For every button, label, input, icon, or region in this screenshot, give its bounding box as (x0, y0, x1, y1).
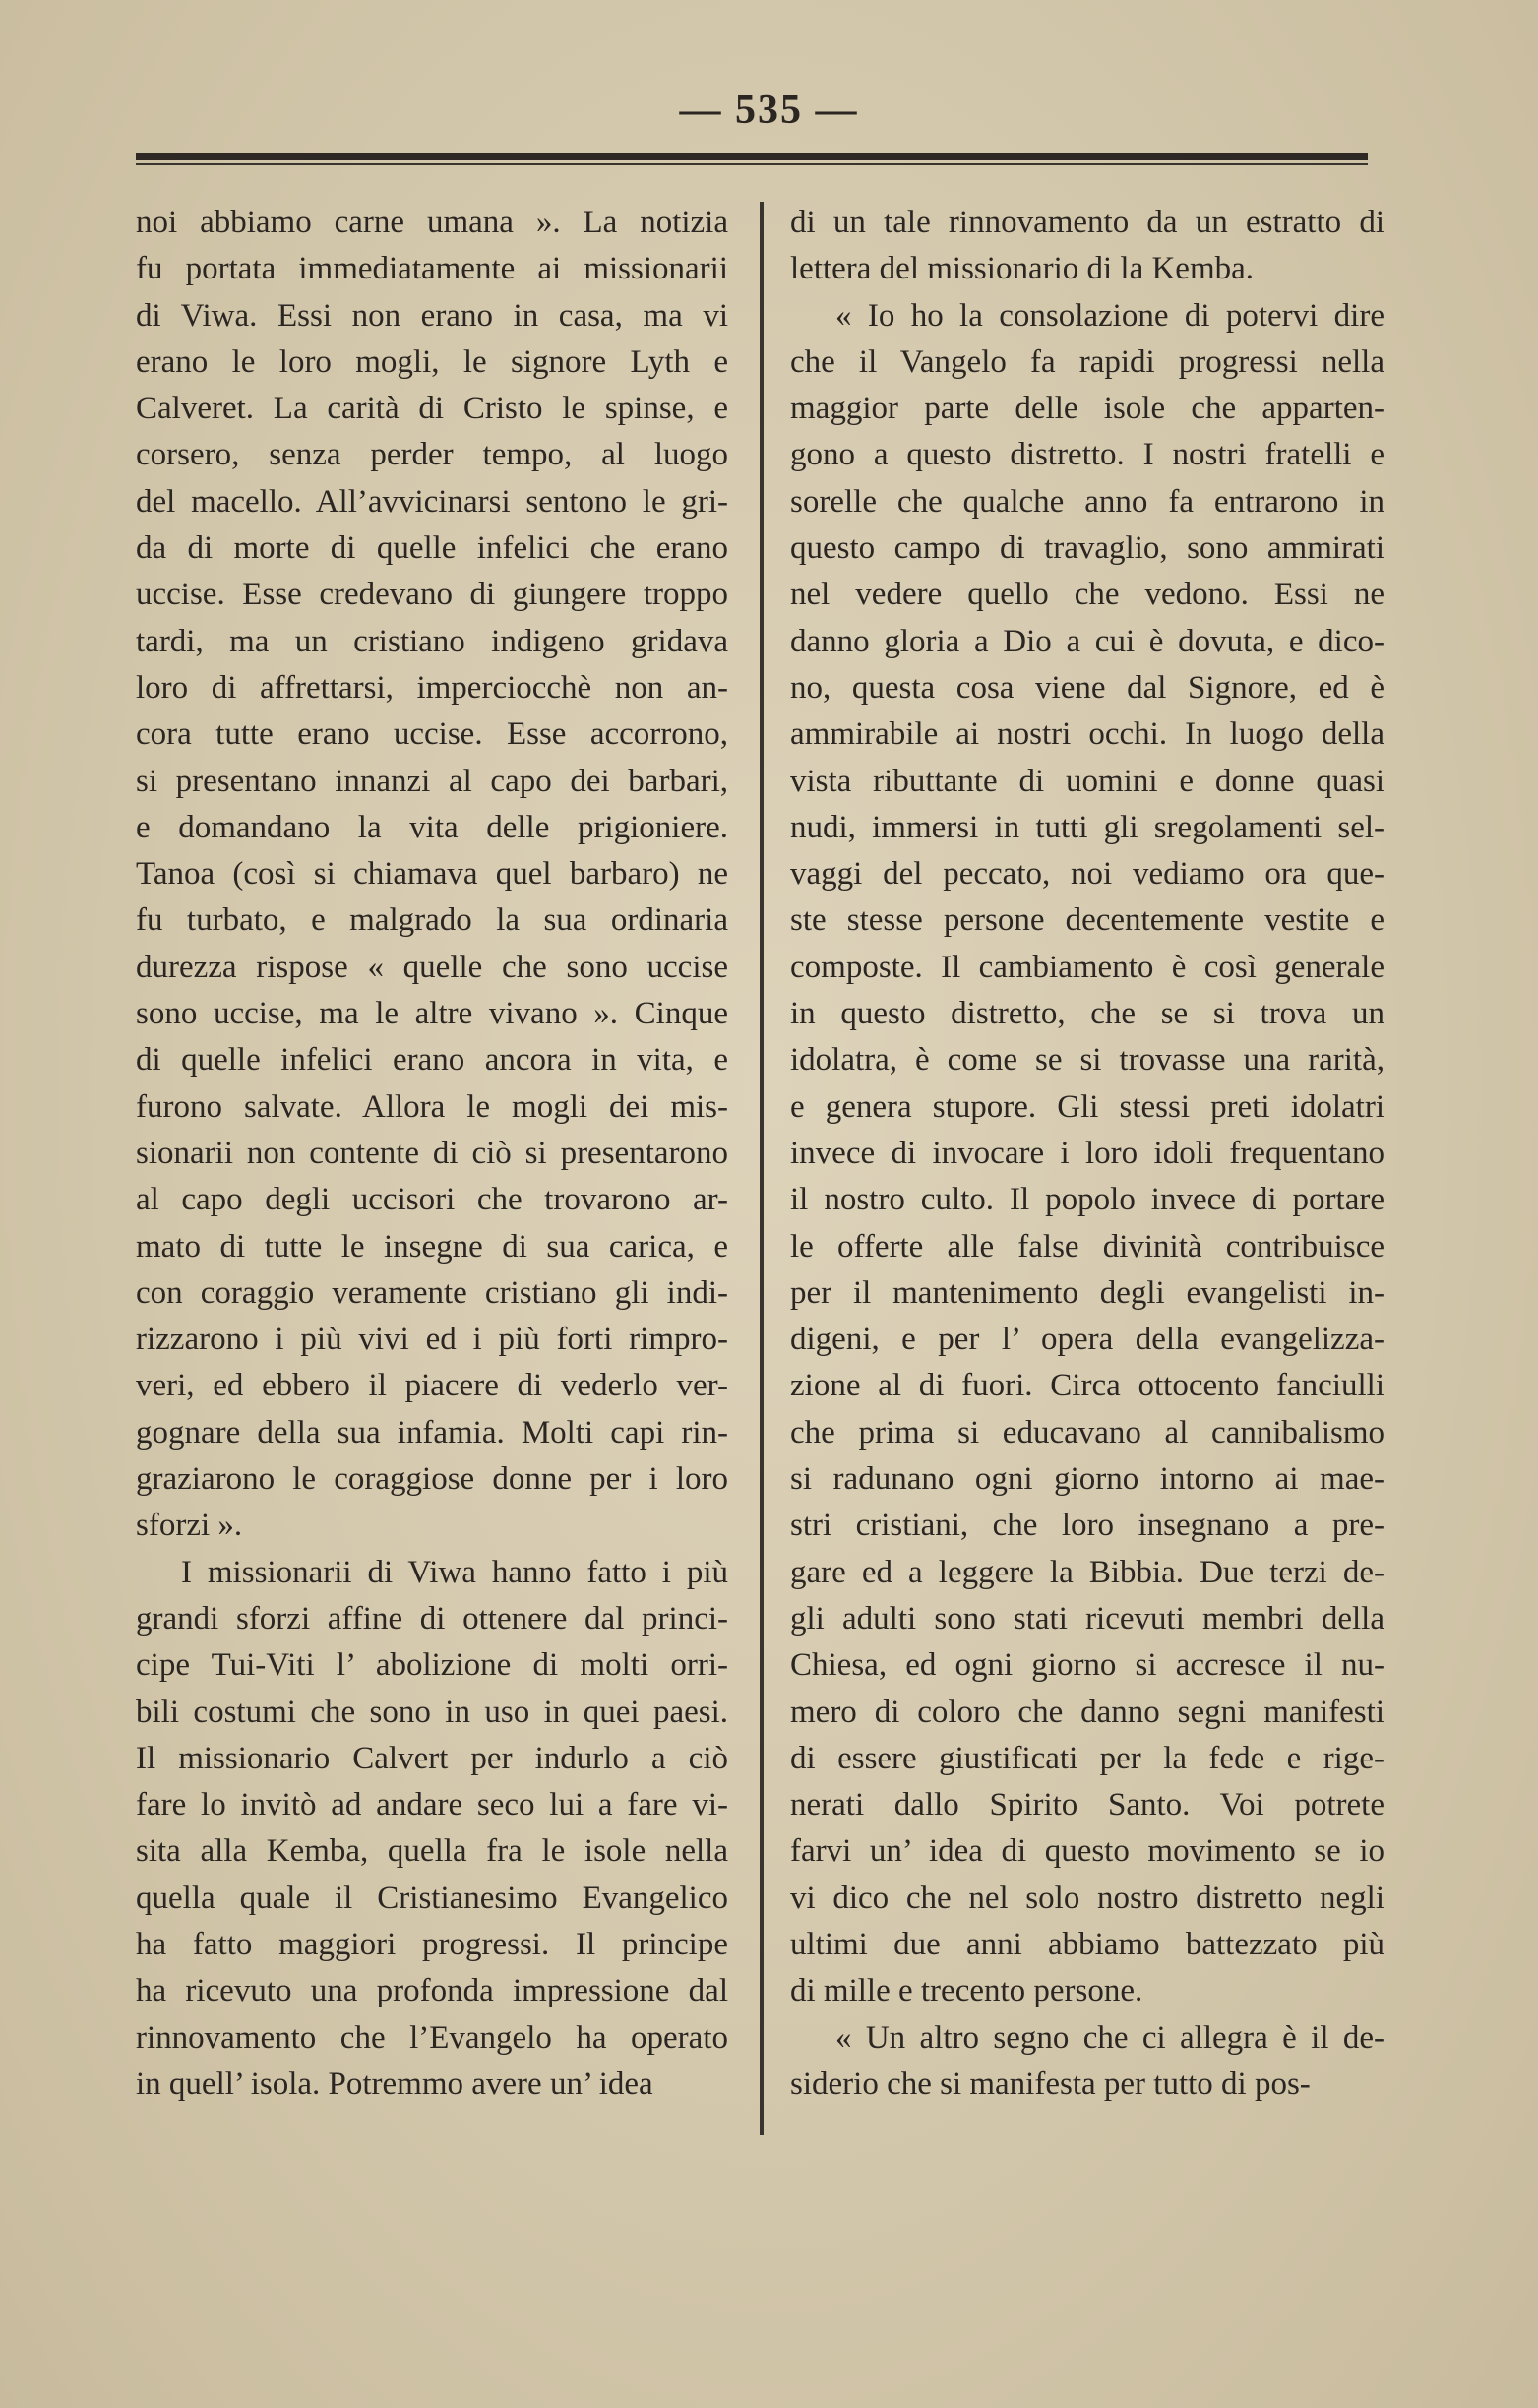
text-line: « Un altro segno che ci allegra è il de- (835, 2019, 1384, 2056)
text-line: cipe Tui-Viti l’ abolizione di molti orri- (136, 1647, 728, 1684)
text-line: ste stesse persone decentemente vestite e (790, 902, 1384, 939)
text-line: uccise. Esse credevano di giungere troppo (136, 577, 728, 613)
text-line: fare lo invitò ad andare seco lui a fare vi- (136, 1787, 728, 1823)
text-line: loro di affrettarsi, imperciocchè non an- (136, 669, 728, 706)
text-line: e genera stupore. Gli stessi preti idolatri (790, 1088, 1384, 1125)
text-line: nel vedere quello che vedono. Essi ne (790, 577, 1384, 613)
text-line: gare ed a leggere la Bibbia. Due terzi de- (790, 1554, 1384, 1590)
text-line: invece di invocare i loro idoli frequentano (790, 1135, 1384, 1171)
text-line: composte. Il cambiamento è così generale (790, 949, 1384, 985)
text-line: corsero, senza perder tempo, al luogo (136, 437, 728, 473)
text-line: al capo degli uccisori che trovarono ar- (136, 1182, 728, 1218)
text-line: noi abbiamo carne umana ». La notizia (136, 205, 728, 240)
text-line: mato di tutte le insegne di sua carica, e (136, 1228, 728, 1265)
text-line: questo campo di travaglio, sono ammirati (790, 530, 1384, 567)
text-line: in quell’ isola. Potremmo avere un’ idea (136, 2066, 653, 2102)
text-line: rinnovamento che l’Evangelo ha operato (136, 2019, 728, 2056)
text-line: fu portata immediatamente ai missionarii (136, 251, 728, 287)
text-line: lettera del missionario di la Kemba. (790, 251, 1255, 287)
text-line: che prima si educavano al cannibalismo (790, 1414, 1384, 1451)
text-line: graziarono le coraggiose donne per i loro (136, 1461, 728, 1498)
text-line: danno gloria a Dio a cui è dovuta, e dico- (790, 623, 1384, 659)
header-rule-thin (136, 163, 1368, 165)
text-line: si radunano ogni giorno intorno ai mae- (790, 1461, 1384, 1498)
text-line: sono uccise, ma le altre vivano ». Cinque (136, 996, 728, 1032)
text-line: gognare della sua infamia. Molti capi rin- (136, 1414, 728, 1451)
text-line: Calveret. La carità di Cristo le spinse, e (136, 391, 728, 427)
text-line: Il missionario Calvert per indurlo a ciò (136, 1740, 728, 1776)
text-line: gono a questo distretto. I nostri fratelli e (790, 437, 1384, 473)
text-line: no, questa cosa viene dal Signore, ed è (790, 669, 1384, 706)
text-line: digeni, e per l’ opera della evangelizza- (790, 1322, 1384, 1358)
text-line: cora tutte erano uccise. Esse accorrono, (136, 716, 728, 753)
text-line: di un tale rinnovamento da un estratto di (790, 205, 1384, 240)
text-line: di quelle infelici erano ancora in vita, e (136, 1042, 728, 1079)
text-line: in questo distretto, che se si trova un (790, 996, 1384, 1032)
column-divider (760, 202, 764, 2135)
text-line: sforzi ». (136, 1508, 243, 1544)
text-line: furono salvate. Allora le mogli dei mis- (136, 1088, 728, 1125)
text-line: vista ributtante di uomini e donne quasi (790, 763, 1384, 799)
text-line: farvi un’ idea di questo movimento se io (790, 1833, 1384, 1870)
text-line: ha fatto maggiori progressi. Il principe (136, 1926, 728, 1962)
text-line: sionarii non contente di ciò si presentarono (136, 1135, 728, 1171)
text-line: nerati dallo Spirito Santo. Voi potrete (790, 1787, 1384, 1823)
text-line: e domandano la vita delle prigioniere. (136, 809, 728, 845)
text-line: ammirabile ai nostri occhi. In luogo della (790, 716, 1384, 753)
text-line: grandi sforzi affine di ottenere dal princi- (136, 1600, 728, 1636)
text-line: Chiesa, ed ogni giorno si accresce il nu- (790, 1647, 1384, 1684)
left-column (136, 200, 728, 2108)
text-line: stri cristiani, che loro insegnano a pre- (790, 1508, 1384, 1544)
text-line: sorelle che qualche anno fa entrarono in (790, 483, 1384, 520)
text-line: di essere giustificati per la fede e rige- (790, 1740, 1384, 1776)
text-line: si presentano innanzi al capo dei barbari, (136, 763, 728, 799)
text-line: Tanoa (così si chiamava quel barbaro) ne (136, 856, 728, 893)
text-line: siderio che si manifesta per tutto di pos- (790, 2066, 1311, 2102)
text-line: erano le loro mogli, le signore Lyth e (136, 343, 728, 380)
text-line: gli adulti sono stati ricevuti membri della (790, 1600, 1384, 1636)
text-line: maggior parte delle isole che apparten- (790, 391, 1384, 427)
text-line: sita alla Kemba, quella fra le isole nella (136, 1833, 728, 1870)
text-line: il nostro culto. Il popolo invece di portare (790, 1182, 1384, 1218)
text-line: tardi, ma un cristiano indigeno gridava (136, 623, 728, 659)
text-line: « Io ho la consolazione di potervi dire (835, 297, 1384, 334)
text-line: ha ricevuto una profonda impressione dal (136, 1973, 728, 2009)
page-number: — 535 — (679, 88, 859, 133)
text-line: fu turbato, e malgrado la sua ordinaria (136, 902, 728, 939)
text-line: che il Vangelo fa rapidi progressi nella (790, 343, 1384, 380)
text-line: per il mantenimento degli evangelisti in- (790, 1274, 1384, 1311)
text-line: idolatra, è come se si trovasse una rarità, (790, 1042, 1384, 1079)
text-line: durezza rispose « quelle che sono uccise (136, 949, 728, 985)
right-column (790, 200, 1384, 2108)
text-line: bili costumi che sono in uso in quei paesi. (136, 1694, 728, 1730)
text-line: le offerte alle false divinità contribuisce (790, 1228, 1384, 1265)
text-line: zione al di fuori. Circa ottocento fanciulli (790, 1368, 1384, 1404)
text-line: ultimi due anni abbiamo battezzato più (790, 1926, 1384, 1962)
text-line: nudi, immersi in tutti gli sregolamenti sel- (790, 809, 1384, 845)
text-line: I missionarii di Viwa hanno fatto i più (181, 1554, 728, 1590)
text-line: di mille e trecento persone. (790, 1973, 1143, 2009)
text-line: veri, ed ebbero il piacere di vederlo ver- (136, 1368, 728, 1404)
text-line: rizzarono i più vivi ed i più forti rimpro- (136, 1322, 728, 1358)
text-line: di Viwa. Essi non erano in casa, ma vi (136, 297, 728, 334)
text-line: da di morte di quelle infelici che erano (136, 530, 728, 567)
text-line: vaggi del peccato, noi vediamo ora que- (790, 856, 1384, 893)
text-line: del macello. All’avvicinarsi sentono le gri- (136, 483, 728, 520)
text-line: con coraggio veramente cristiano gli indi- (136, 1274, 728, 1311)
text-line: quella quale il Cristianesimo Evangelico (136, 1880, 728, 1916)
text-line: mero di coloro che danno segni manifesti (790, 1694, 1384, 1730)
text-line: vi dico che nel solo nostro distretto negli (790, 1880, 1384, 1916)
header-rule (136, 153, 1368, 160)
